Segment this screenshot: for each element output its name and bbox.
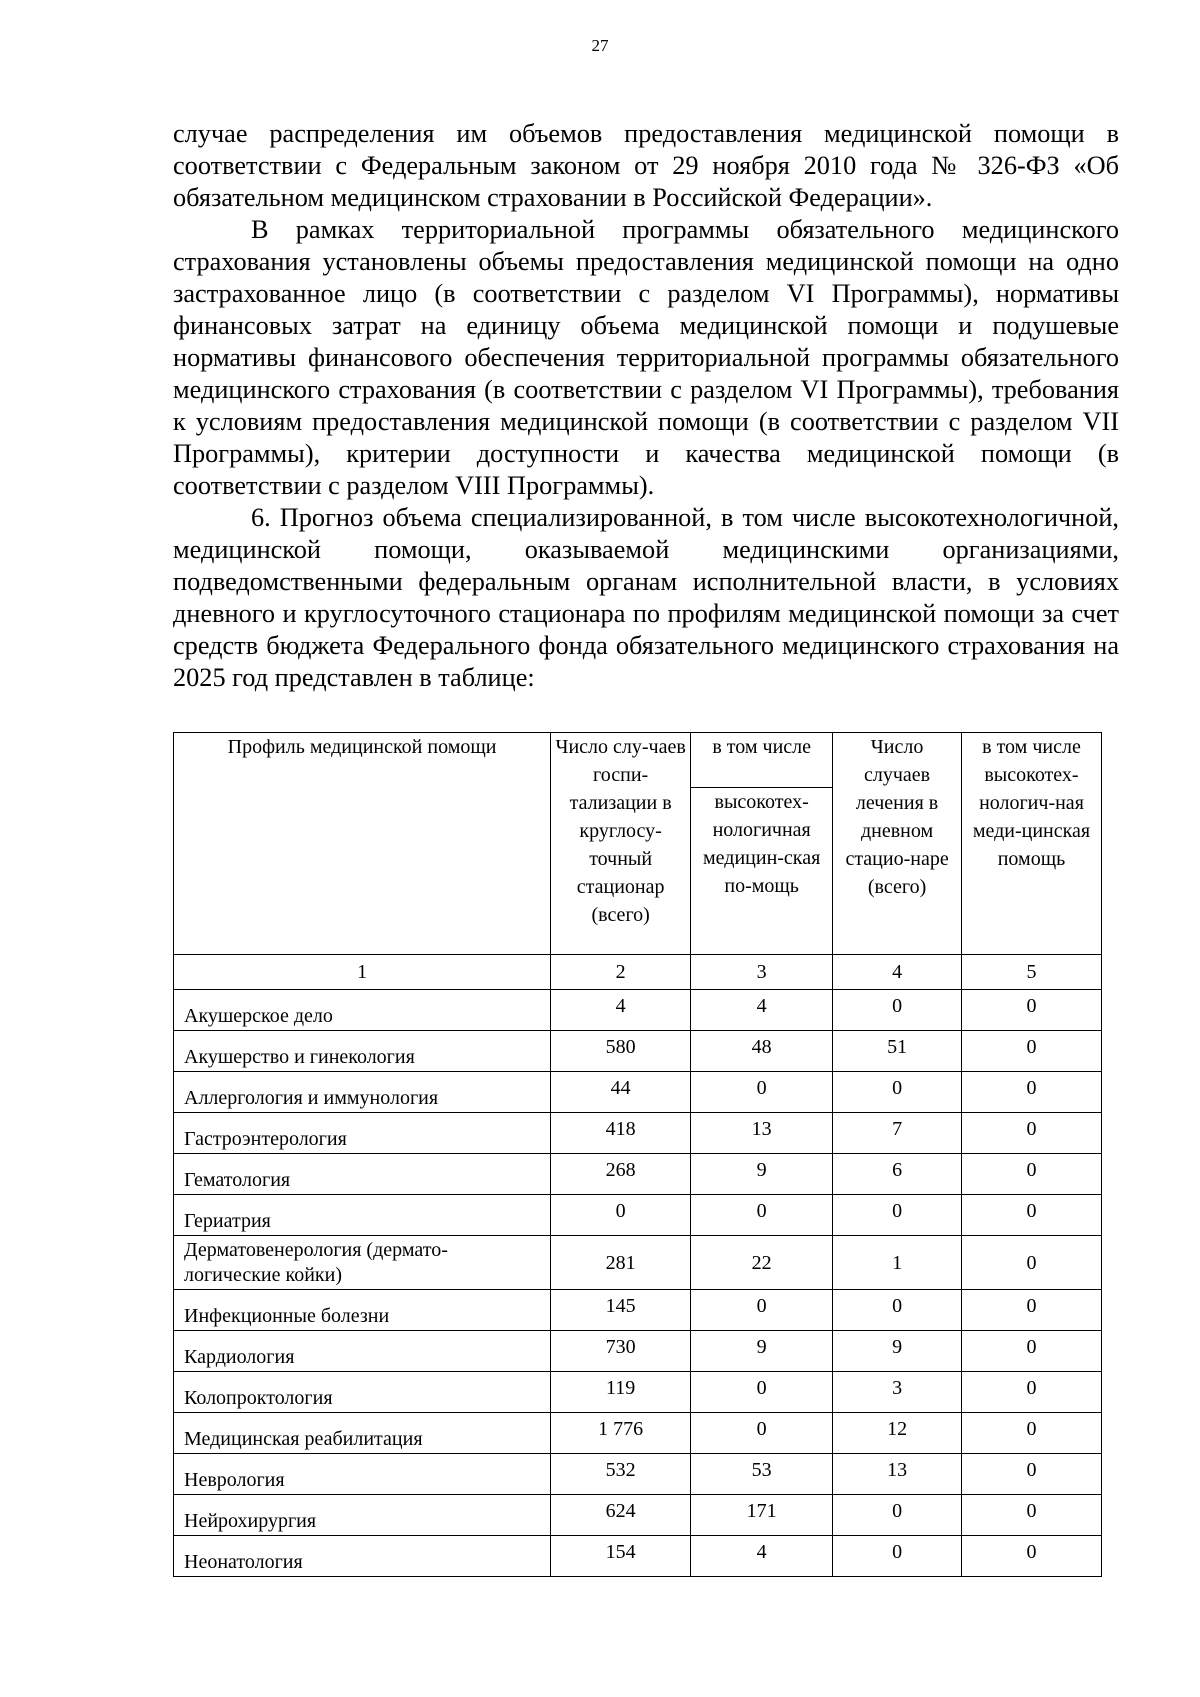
column-number: 4 xyxy=(833,955,962,990)
day-stationary-cases-cell: 13 xyxy=(833,1454,962,1495)
column-number: 2 xyxy=(551,955,691,990)
header-inpatient-cases xyxy=(551,733,691,955)
page-number: 27 xyxy=(591,36,609,55)
table-row xyxy=(174,1372,1102,1413)
header-day-high-tech: высокотех-нологич-ная меди-цинская помощь xyxy=(972,764,1091,870)
paragraph-1: случае распределения им объемов предоставления медицинской помощи в соответствии с Федеральным законом от 29 ноября 2010 года № 326-ФЗ «Об обязательном медицинском страховании в Российской Федерации». xyxy=(173,119,1119,212)
table-row xyxy=(174,1236,1102,1290)
profile-cell: Неонатология xyxy=(174,1536,551,1577)
header-inpatient-cases-text: Число слу-чаев госпи-тализации в круглосу-точный стационар (всего) xyxy=(555,736,686,926)
table-row xyxy=(174,1113,1102,1154)
profile-cell: Медицинская реабилитация xyxy=(174,1413,551,1454)
profile-cell: Акушерское дело xyxy=(174,990,551,1031)
table-row xyxy=(174,990,1102,1031)
high-tech-cases-cell: 4 xyxy=(691,1536,833,1577)
column-numbers-row xyxy=(174,955,1102,990)
profile-cell: Нейрохирургия xyxy=(174,1495,551,1536)
profile-cell: Гастроэнтерология xyxy=(174,1113,551,1154)
inpatient-cases-cell: 0 xyxy=(551,1195,691,1236)
day-stationary-cases-cell: 7 xyxy=(833,1113,962,1154)
inpatient-cases-cell: 154 xyxy=(551,1536,691,1577)
day-high-tech-cell: 0 xyxy=(961,1454,1101,1495)
high-tech-cases-cell: 4 xyxy=(691,990,833,1031)
profile-cell: Аллергология и иммунология xyxy=(174,1072,551,1113)
high-tech-cases-cell: 0 xyxy=(691,1413,833,1454)
day-high-tech-cell: 0 xyxy=(961,1031,1101,1072)
table-row xyxy=(174,1154,1102,1195)
medical-care-volume-table xyxy=(173,732,1102,1577)
header-day-stationary-cases: Число случаев лечения в дневном стацио-наре (всего) xyxy=(833,733,962,955)
profile-cell: Дерматовенерология (дермато-логические койки) xyxy=(174,1236,551,1290)
table-row xyxy=(174,1195,1102,1236)
inpatient-cases-cell: 580 xyxy=(551,1031,691,1072)
profile-cell: Инфекционные болезни xyxy=(174,1290,551,1331)
header-day-incl-top: в том числе xyxy=(982,736,1081,758)
body-text xyxy=(173,118,1119,694)
table-row xyxy=(174,1413,1102,1454)
high-tech-cases-cell: 53 xyxy=(691,1454,833,1495)
inpatient-cases-cell: 44 xyxy=(551,1072,691,1113)
high-tech-cases-cell: 0 xyxy=(691,1290,833,1331)
profile-cell: Гематология xyxy=(174,1154,551,1195)
high-tech-cases-cell: 9 xyxy=(691,1154,833,1195)
day-stationary-cases-cell: 3 xyxy=(833,1372,962,1413)
inpatient-cases-cell: 4 xyxy=(551,990,691,1031)
day-high-tech-cell: 0 xyxy=(961,1413,1101,1454)
inpatient-cases-cell: 624 xyxy=(551,1495,691,1536)
profile-cell: Колопроктология xyxy=(174,1372,551,1413)
high-tech-cases-cell: 0 xyxy=(691,1195,833,1236)
day-stationary-cases-cell: 9 xyxy=(833,1331,962,1372)
table-row xyxy=(174,1495,1102,1536)
inpatient-cases-cell: 418 xyxy=(551,1113,691,1154)
day-stationary-cases-cell: 51 xyxy=(833,1031,962,1072)
inpatient-cases-cell: 119 xyxy=(551,1372,691,1413)
day-stationary-cases-cell: 6 xyxy=(833,1154,962,1195)
day-stationary-cases-cell: 0 xyxy=(833,1495,962,1536)
header-profile: Профиль медицинской помощи xyxy=(174,733,551,955)
day-high-tech-cell: 0 xyxy=(961,1154,1101,1195)
high-tech-cases-cell: 0 xyxy=(691,1372,833,1413)
inpatient-cases-cell: 281 xyxy=(551,1236,691,1290)
day-stationary-cases-cell: 0 xyxy=(833,1072,962,1113)
header-day-incl xyxy=(961,733,1101,955)
inpatient-cases-cell: 730 xyxy=(551,1331,691,1372)
day-high-tech-cell: 0 xyxy=(961,1072,1101,1113)
day-stationary-cases-cell: 1 xyxy=(833,1236,962,1290)
profile-cell: Неврология xyxy=(174,1454,551,1495)
high-tech-cases-cell: 0 xyxy=(691,1072,833,1113)
day-stationary-cases-cell: 0 xyxy=(833,1536,962,1577)
day-stationary-cases-cell: 0 xyxy=(833,990,962,1031)
column-number: 5 xyxy=(961,955,1101,990)
table-row xyxy=(174,1536,1102,1577)
day-high-tech-cell: 0 xyxy=(961,1331,1101,1372)
table-row xyxy=(174,1290,1102,1331)
day-high-tech-cell: 0 xyxy=(961,1372,1101,1413)
day-stationary-cases-cell: 12 xyxy=(833,1413,962,1454)
table-row xyxy=(174,1331,1102,1372)
day-high-tech-cell: 0 xyxy=(961,1536,1101,1577)
paragraph-2: В рамках территориальной программы обязательного медицинского страхования установлены объемы предоставления медицинской помощи на одно застрахованное лицо (в соответствии с разделом VI Программы), нормативы финансовых затрат на единицу объема медицинской помощи и подушевые нормативы финансового обеспечения территориальной программы обязательного медицинского страхования (в соответствии с разделом VI Программы), требования к условиям предоставления медицинской помощи (в соответствии с разделом VII Программы), критерии доступности и качества медицинской помощи (в соответствии с разделом VIII Программы). xyxy=(173,215,1119,500)
profile-cell: Кардиология xyxy=(174,1331,551,1372)
day-high-tech-cell: 0 xyxy=(961,990,1101,1031)
profile-cell: Акушерство и гинекология xyxy=(174,1031,551,1072)
column-number: 3 xyxy=(691,955,833,990)
high-tech-cases-cell: 9 xyxy=(691,1331,833,1372)
inpatient-cases-cell: 532 xyxy=(551,1454,691,1495)
day-high-tech-cell: 0 xyxy=(961,1195,1101,1236)
inpatient-cases-cell: 268 xyxy=(551,1154,691,1195)
table-row xyxy=(174,1031,1102,1072)
high-tech-cases-cell: 13 xyxy=(691,1113,833,1154)
day-stationary-cases-cell: 0 xyxy=(833,1195,962,1236)
day-high-tech-cell: 0 xyxy=(961,1290,1101,1331)
header-incl-top: в том числе xyxy=(691,733,833,788)
paragraph-3: 6. Прогноз объема специализированной, в том числе высокотехнологичной, медицинской помощи, оказываемой медицинскими организациями, подведомственными федеральным органам исполнительной власти, в условиях дневного и круглосуточного стационара по профилям медицинской помощи за счет средств бюджета Федерального фонда обязательного медицинского страхования на 2025 год представлен в таблице: xyxy=(173,503,1119,692)
day-stationary-cases-cell: 0 xyxy=(833,1290,962,1331)
column-number: 1 xyxy=(174,955,551,990)
day-high-tech-cell: 0 xyxy=(961,1113,1101,1154)
high-tech-cases-cell: 171 xyxy=(691,1495,833,1536)
inpatient-cases-cell: 1 776 xyxy=(551,1413,691,1454)
high-tech-cases-cell: 22 xyxy=(691,1236,833,1290)
header-high-tech: высокотех-нологичная медицин-ская по-мощь xyxy=(691,788,833,955)
profile-cell: Гериатрия xyxy=(174,1195,551,1236)
table-row xyxy=(174,1072,1102,1113)
table-row xyxy=(174,1454,1102,1495)
high-tech-cases-cell: 48 xyxy=(691,1031,833,1072)
inpatient-cases-cell: 145 xyxy=(551,1290,691,1331)
day-high-tech-cell: 0 xyxy=(961,1236,1101,1290)
day-high-tech-cell: 0 xyxy=(961,1495,1101,1536)
